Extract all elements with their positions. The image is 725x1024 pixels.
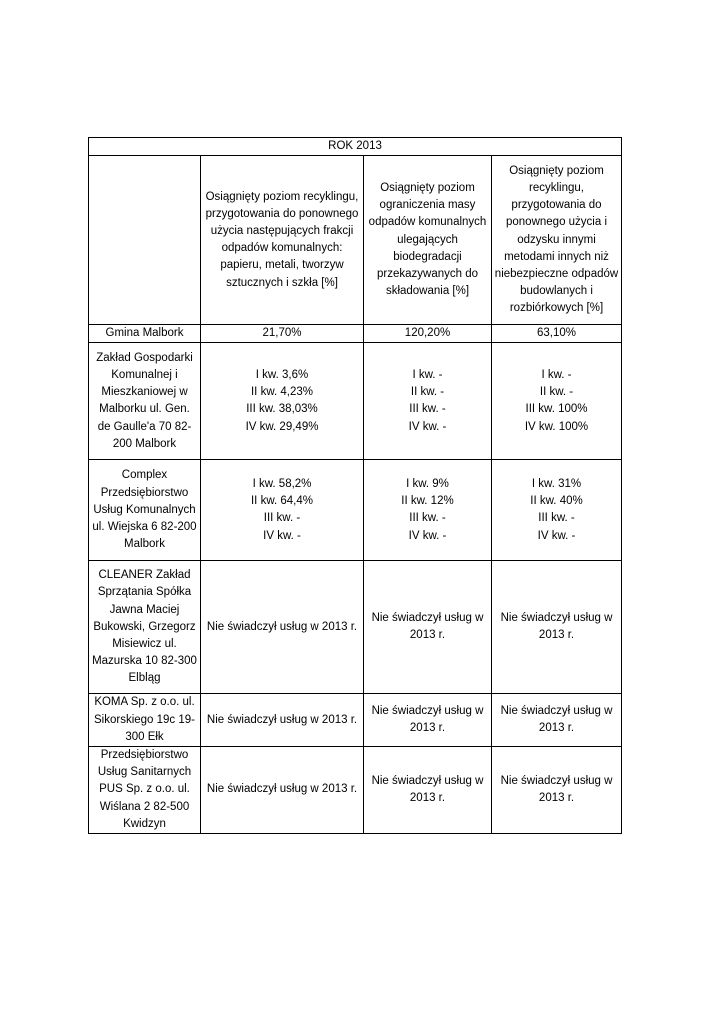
value-cell: I kw. 9% II kw. 12% III kw. - IV kw. - <box>364 460 492 561</box>
value-cell: Nie świadczył usług w 2013 r. <box>492 561 622 694</box>
value-cell: Nie świadczył usług w 2013 r. <box>201 694 364 747</box>
value-cell: 21,70% <box>201 325 364 343</box>
row-name: Gmina Malbork <box>89 325 201 343</box>
table-row <box>89 747 622 834</box>
value-cell: Nie świadczył usług w 2013 r. <box>492 694 622 747</box>
table-row <box>89 460 622 561</box>
header-construction-waste-recycling: Osiągnięty poziom recyklingu, przygotowania do ponownego użycia i odzysku innymi metodami innych niż niebezpieczne odpadów budowlanych i rozbiórkowych [%] <box>492 156 622 325</box>
row-name: CLEANER Zakład Sprzątania Spółka Jawna Maciej Bukowski, Grzegorz Misiewicz ul. Mazurska 10 82-300 Elbląg <box>89 561 201 694</box>
header-row <box>89 156 622 325</box>
value-cell: I kw. - II kw. - III kw. - IV kw. - <box>364 343 492 460</box>
value-cell: Nie świadczył usług w 2013 r. <box>364 694 492 747</box>
table-title: ROK 2013 <box>89 138 622 156</box>
value-cell: I kw. 3,6% II kw. 4,23% III kw. 38,03% IV kw. 29,49% <box>201 343 364 460</box>
row-name: Zakład Gospodarki Komunalnej i Mieszkaniowej w Malborku ul. Gen. de Gaulle'a 70 82- 200 Malbork <box>89 343 201 460</box>
waste-recycling-table <box>88 137 622 834</box>
row-name: Przedsiębiorstwo Usług Sanitarnych PUS Sp. z o.o. ul. Wiślana 2 82-500 Kwidzyn <box>89 747 201 834</box>
table-row <box>89 343 622 460</box>
title-row <box>89 138 622 156</box>
row-name: KOMA Sp. z o.o. ul. Sikorskiego 19c 19- 300 Ełk <box>89 694 201 747</box>
row-name: Complex Przedsiębiorstwo Usług Komunalnych ul. Wiejska 6 82-200 Malbork <box>89 460 201 561</box>
value-cell: Nie świadczył usług w 2013 r. <box>364 747 492 834</box>
value-cell: I kw. 31% II kw. 40% III kw. - IV kw. - <box>492 460 622 561</box>
table-row <box>89 694 622 747</box>
value-cell: 63,10% <box>492 325 622 343</box>
value-cell: 120,20% <box>364 325 492 343</box>
value-cell: I kw. - II kw. - III kw. 100% IV kw. 100% <box>492 343 622 460</box>
value-cell: Nie świadczył usług w 2013 r. <box>364 561 492 694</box>
table-row <box>89 325 622 343</box>
value-cell: I kw. 58,2% II kw. 64,4% III kw. - IV kw. - <box>201 460 364 561</box>
header-empty-cell <box>89 156 201 325</box>
value-cell: Nie świadczył usług w 2013 r. <box>201 747 364 834</box>
table-row <box>89 561 622 694</box>
header-biodegradable-reduction: Osiągnięty poziom ograniczenia masy odpadów komunalnych ulegających biodegradacji przekazywanych do składowania [%] <box>364 156 492 325</box>
value-cell: Nie świadczył usług w 2013 r. <box>492 747 622 834</box>
value-cell: Nie świadczył usług w 2013 r. <box>201 561 364 694</box>
header-recycling-paper-metal-plastic-glass: Osiągnięty poziom recyklingu, przygotowania do ponownego użycia następujących frakcji odpadów komunalnych: papieru, metali, tworzyw sztucznych i szkła [%] <box>201 156 364 325</box>
